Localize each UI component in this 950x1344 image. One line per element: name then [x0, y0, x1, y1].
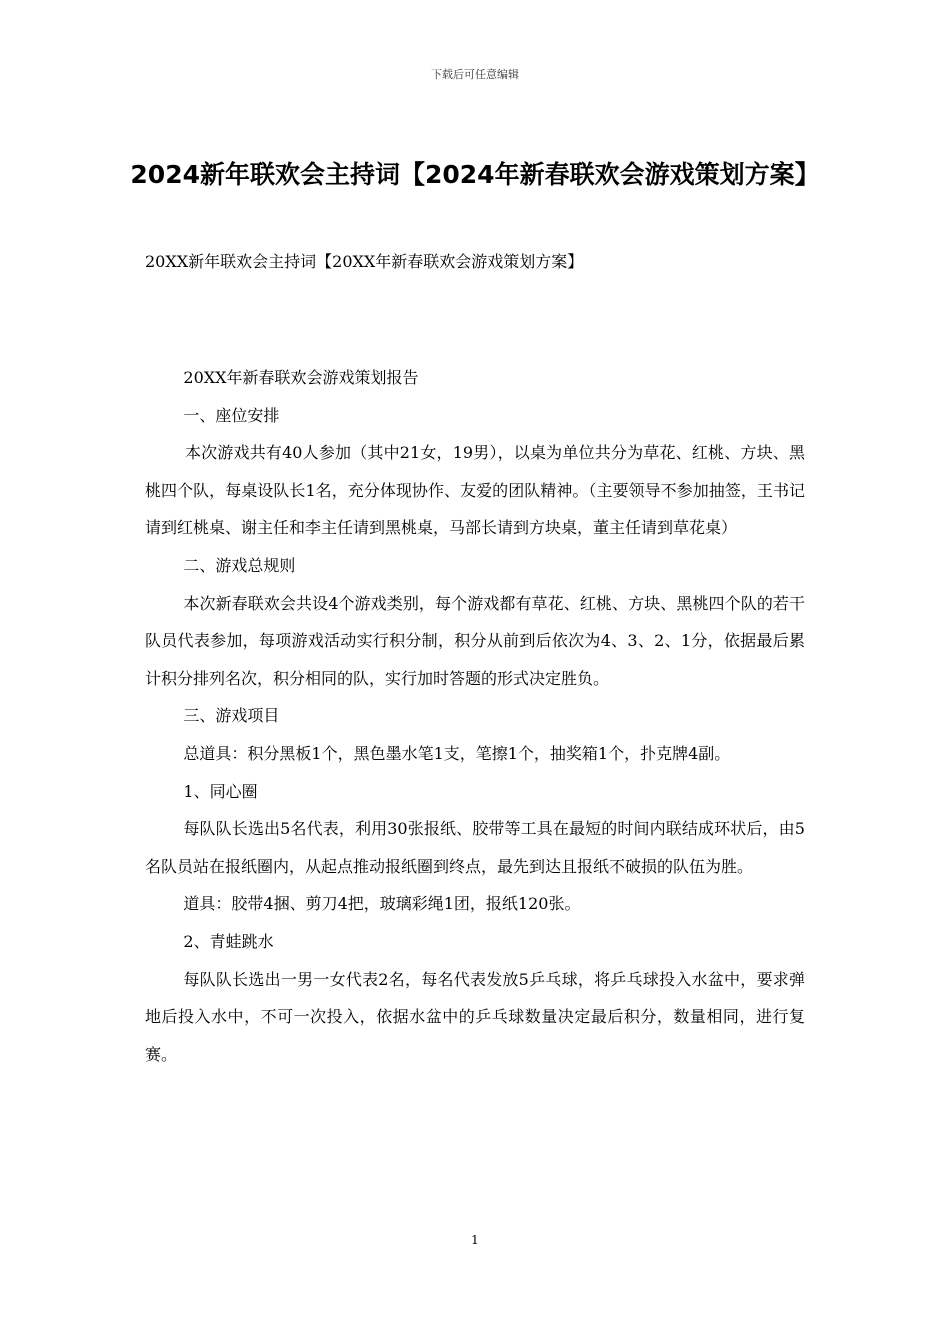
paragraph-game-1-props: 道具：胶带4捆、剪刀4把，玻璃彩绳1团，报纸120张。	[183, 894, 581, 914]
paragraph-props: 总道具：积分黑板1个，黑色墨水笔1支，笔擦1个，抽奖箱1个，扑克牌4副。	[183, 743, 731, 763]
document-title: 2024新年联欢会主持词【2024年新春联欢会游戏策划方案】	[130, 160, 820, 189]
header-note: 下载后可任意编辑	[431, 68, 519, 81]
page-number: 1	[471, 1233, 479, 1247]
paragraph-rules: 本次新春联欢会共设4个游戏类别，每个游戏都有草花、红桃、方块、黑桃四个队的若干队员代表参加，每项游戏活动实行积分制，积分从前到后依次为4、3、2、1分，依据最后累计积分排列名次，积分相同的队，实行加时答题的形式决定胜负。	[145, 593, 805, 688]
game-heading-1: 1、同心圈	[183, 781, 258, 801]
document-body	[145, 359, 805, 1073]
paragraph-game-2: 每队队长选出一男一女代表2名，每名代表发放5乒乓球，将乒乓球投入水盆中，要求弹地后投入水中，不可一次投入，依据水盆中的乒乓球数量决定最后积分，数量相同，进行复赛。	[145, 969, 805, 1064]
paragraph-game-1: 每队队长选出5名代表，利用30张报纸、胶带等工具在最短的时间内联结成环状后，由5名队员站在报纸圈内，从起点推动报纸圈到终点，最先到达且报纸不破损的队伍为胜。	[145, 819, 805, 876]
report-heading: 20XX年新春联欢会游戏策划报告	[183, 368, 419, 387]
game-heading-2: 2、青蛙跳水	[183, 931, 274, 951]
section-heading-rules: 二、游戏总规则	[183, 555, 296, 575]
section-heading-games: 三、游戏项目	[183, 706, 280, 726]
section-heading-seating: 一、座位安排	[183, 405, 280, 425]
document-subtitle: 20XX新年联欢会主持词【20XX年新春联欢会游戏策划方案】	[145, 252, 584, 271]
paragraph-seating: 本次游戏共有40人参加（其中21女，19男），以桌为单位共分为草花、红桃、方块、黑桃四个队，每桌设队长1名，充分体现协作、友爱的团队精神。（主要领导不参加抽签，王书记请到红桃桌、谢主任和李主任请到黑桃桌，马部长请到方块桌，董主任请到草花桌）	[145, 443, 805, 538]
